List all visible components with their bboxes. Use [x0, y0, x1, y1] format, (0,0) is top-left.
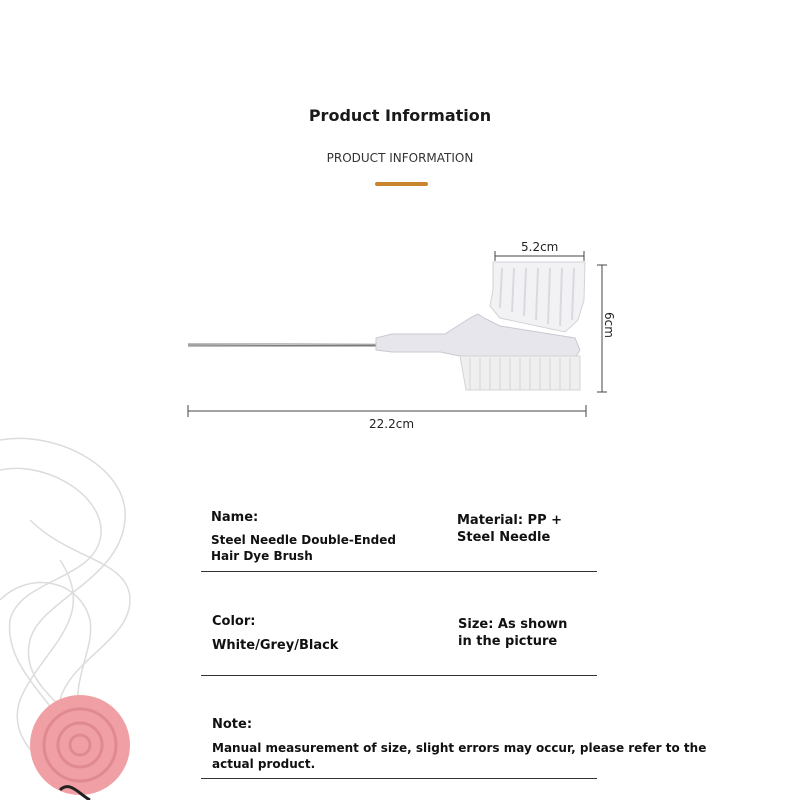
material-line1: Material: PP +	[457, 513, 563, 528]
note-line1: Manual measurement of size, slight errors may occur, please refer to the	[212, 741, 707, 755]
info-divider-1	[201, 571, 597, 572]
note-line2: actual product.	[212, 757, 316, 771]
material-line2: Steel Needle	[457, 530, 551, 545]
size-line2: in the picture	[458, 634, 558, 649]
dimension-length-label: 22.2cm	[369, 417, 415, 431]
flower-icon	[30, 695, 130, 795]
size-line1: Size: As shown	[458, 617, 568, 632]
note-label: Note:	[212, 717, 253, 732]
name-value-line1: Steel Needle Double-Ended	[211, 533, 396, 547]
info-divider-2	[201, 675, 597, 676]
name-label: Name:	[211, 510, 259, 525]
page-title: Product Information	[308, 106, 492, 125]
dimension-height-label: 6cm	[601, 312, 616, 338]
dimension-width-label: 5.2cm	[521, 240, 559, 254]
page-subtitle: PRODUCT INFORMATION	[326, 151, 474, 165]
color-label: Color:	[212, 614, 256, 629]
name-value-line2: Hair Dye Brush	[211, 549, 313, 563]
color-value: White/Grey/Black	[212, 638, 339, 653]
info-divider-3	[201, 778, 597, 779]
